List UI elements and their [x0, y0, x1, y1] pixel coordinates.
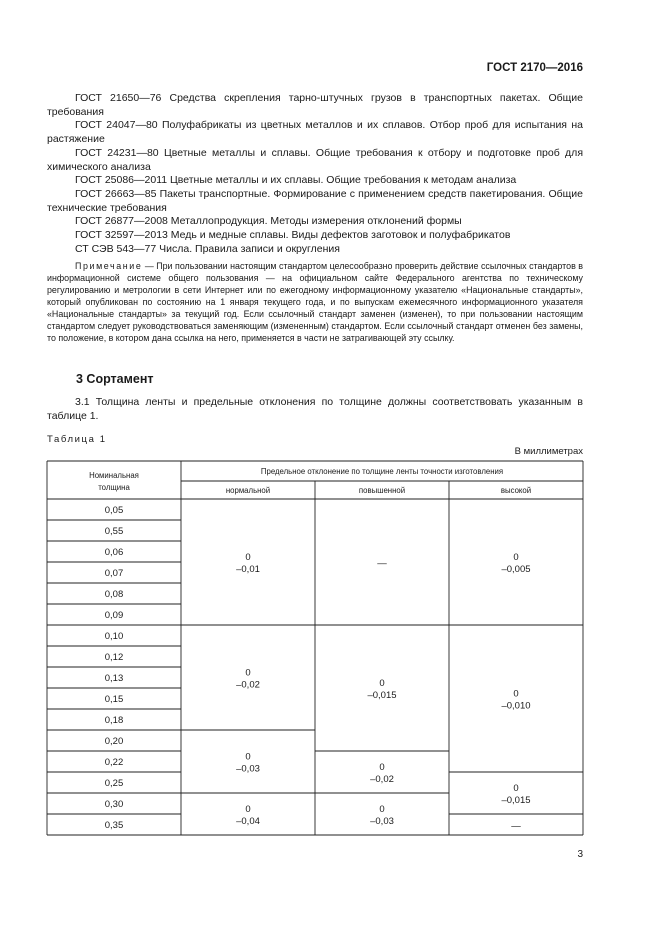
tolerance-group-header: Предельное отклонение по толщине ленты точности изготовления: [260, 467, 504, 476]
normal-tolerance-lower-limit: –0,03: [236, 763, 260, 775]
accuracy-class-header: высокой: [500, 486, 532, 495]
thickness-value: 0,07: [104, 568, 124, 579]
high-tolerance-lower-limit: –0,005: [501, 564, 531, 575]
nominal-thickness-header: Номинальная: [89, 471, 139, 480]
thickness-value: 0,12: [104, 652, 124, 663]
thickness-value: 0,13: [104, 673, 124, 684]
thickness-value: 0,18: [104, 715, 124, 726]
reference-item: ГОСТ 26663—85 Пакеты транспортные. Формирование с применением средств пакетирования. Общие технические требования: [47, 187, 583, 214]
note-text: — При пользовании настоящим стандартом целесообразно проверить действие ссылочных стандартов в информационной системе общего пользования — на официальном сайте Федерального агентства по техническому регулированию и метрологии в сети Интернет или по ежегодному информационному указателю «Национальные стандарты», который опубликован по состоянию на 1 января текущего года, и по выпускам ежемесячного информационного указателя «Национальные стандарты» за текущий год. Если ссылочный стандарт заменен (изменен), то при пользовании настоящим стандартом следует руководствоваться заменяющим (измененным) стандартом. Если ссылочный стандарт отменен без замены, то положение, в котором дана ссылка на него, применяется в части не затрагивающей эту ссылку.: [47, 261, 583, 343]
thickness-value: 0,08: [104, 589, 124, 600]
normal-tolerance-lower-limit: –0,02: [236, 679, 260, 691]
thickness-value: 0,20: [104, 736, 124, 747]
thickness-value: 0,15: [104, 694, 124, 705]
thickness-value: 0,35: [104, 820, 124, 831]
reference-item: ГОСТ 24047—80 Полуфабрикаты из цветных металлов и их сплавов. Отбор проб для испытания на растяжение: [47, 119, 583, 146]
section-title: 3 Сортамент: [76, 372, 154, 386]
high-tolerance-lower-limit: –0,015: [501, 795, 531, 806]
high-tolerance-upper-limit: 0: [513, 783, 519, 794]
increased-tolerance-upper-limit: 0: [379, 678, 385, 689]
normal-tolerance-lower-limit: –0,04: [236, 816, 260, 827]
high-tolerance-lower-limit: –0,010: [501, 700, 531, 712]
reference-item: СТ СЭВ 543—77 Числа. Правила записи и округления: [75, 242, 340, 255]
normal-tolerance-upper-limit: 0: [245, 667, 251, 679]
thickness-value: 0,30: [104, 799, 124, 810]
increased-tolerance-lower-limit: –0,03: [370, 816, 394, 827]
note-label: Примечание: [75, 261, 143, 271]
high-tolerance-dash: —: [511, 820, 521, 832]
table-units: В миллиметрах: [514, 446, 583, 457]
normal-tolerance-upper-limit: 0: [245, 751, 251, 763]
thickness-value: 0,05: [104, 505, 124, 516]
reference-item: ГОСТ 25086—2011 Цветные металлы и их сплавы. Общие требования к методам анализа: [75, 174, 517, 187]
thickness-value: 0,10: [104, 631, 124, 642]
high-tolerance-upper-limit: 0: [513, 552, 519, 563]
normal-tolerance-upper-limit: 0: [245, 552, 251, 563]
increased-tolerance-lower-limit: –0,02: [370, 774, 394, 785]
thickness-value: 0,55: [104, 526, 124, 537]
reference-item: ГОСТ 24231—80 Цветные металлы и сплавы. Общие требования к отбору и подготовке проб для химического анализа: [47, 146, 583, 173]
section-paragraph: 3.1 Толщина ленты и предельные отклонения по толщине должны соответствовать указанным в таблице 1.: [47, 396, 583, 422]
page-number: 3: [577, 849, 583, 860]
increased-tolerance-upper-limit: 0: [379, 762, 385, 773]
normal-tolerance-lower-limit: –0,01: [236, 564, 260, 575]
normal-tolerance-upper-limit: 0: [245, 804, 251, 815]
thickness-value: 0,25: [104, 778, 124, 789]
thickness-value: 0,06: [104, 547, 124, 558]
thickness-value: 0,09: [104, 610, 124, 621]
reference-item: ГОСТ 32597—2013 Медь и медные сплавы. Виды дефектов заготовок и полуфабрикатов: [75, 229, 511, 242]
accuracy-class-header: повышенной: [358, 486, 406, 495]
nominal-thickness-header: толщина: [98, 483, 130, 492]
increased-tolerance-upper-limit: 0: [379, 804, 385, 815]
reference-item: ГОСТ 26877—2008 Металлопродукция. Методы измерения отклонений формы: [75, 215, 462, 228]
document-code: ГОСТ 2170—2016: [486, 62, 583, 74]
high-tolerance-upper-limit: 0: [513, 688, 519, 700]
increased-tolerance-lower-limit: –0,015: [367, 690, 397, 701]
thickness-value: 0,22: [104, 757, 124, 768]
table-caption: Таблица 1: [47, 434, 107, 445]
accuracy-class-header: нормальной: [225, 486, 271, 495]
increased-tolerance-dash: —: [377, 558, 387, 569]
reference-item: ГОСТ 21650—76 Средства скрепления тарно-штучных грузов в транспортных пакетах. Общие требования: [47, 92, 583, 118]
